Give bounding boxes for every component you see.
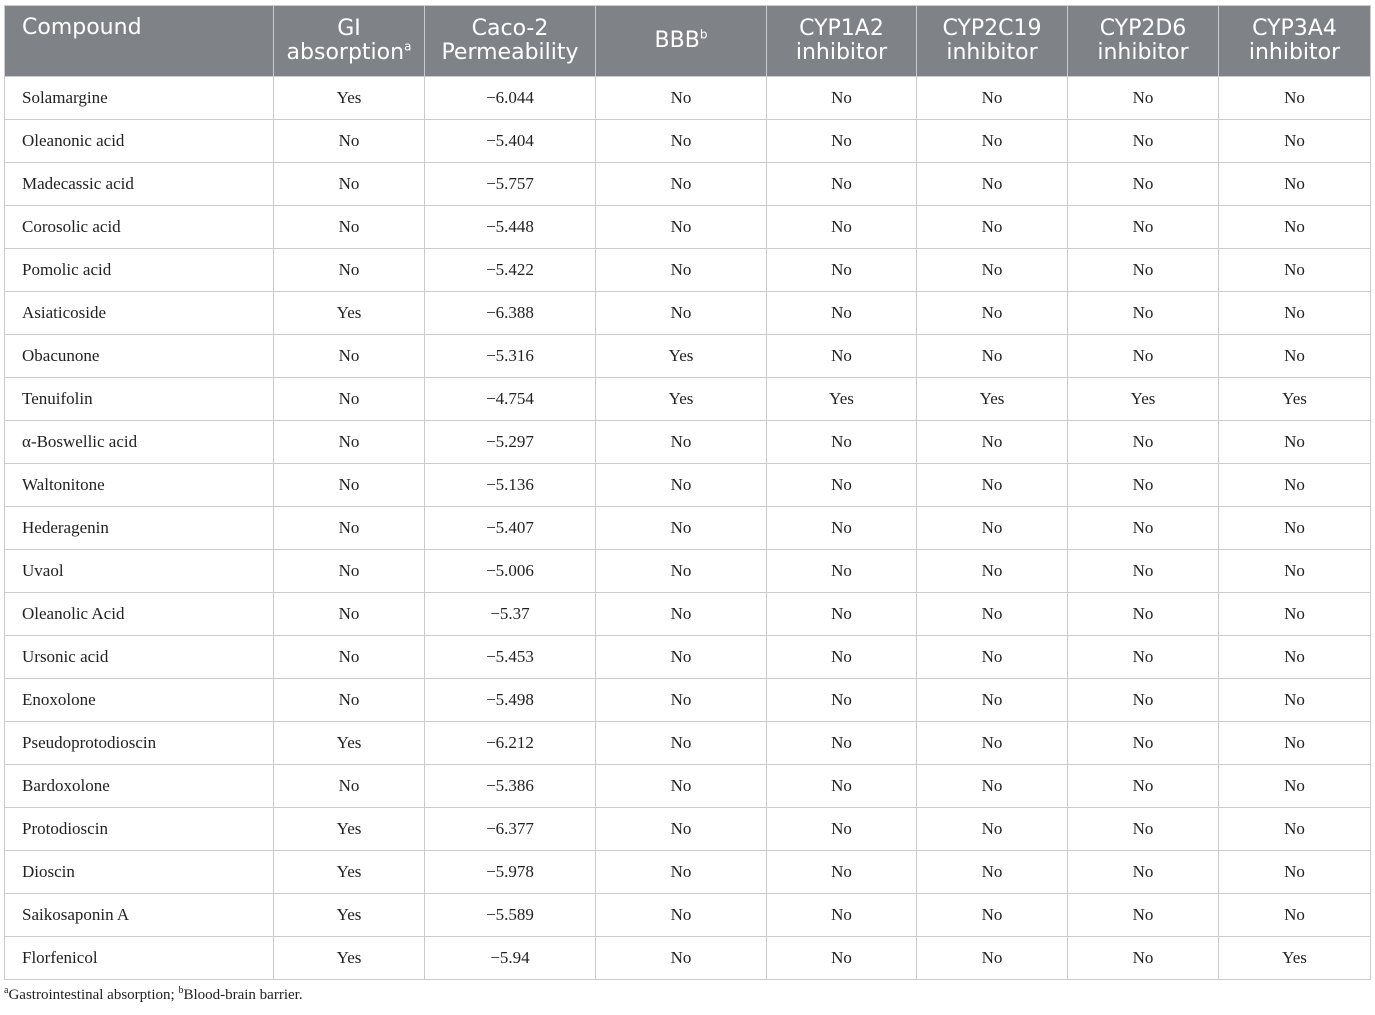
table-row: [5, 507, 1371, 550]
table-cell: No: [1068, 593, 1219, 636]
table-row: [5, 722, 1371, 765]
table-cell: No: [596, 421, 767, 464]
compound-name-cell: Bardoxolone: [5, 765, 274, 808]
table-cell: No: [274, 249, 425, 292]
column-header-label: Compound: [22, 15, 142, 40]
table-cell: Yes: [1219, 378, 1371, 421]
table-cell: Yes: [596, 378, 767, 421]
table-cell: No: [917, 292, 1068, 335]
table-cell: No: [596, 894, 767, 937]
table-cell: −6.388: [425, 292, 596, 335]
table-cell: −5.448: [425, 206, 596, 249]
table-cell: No: [274, 636, 425, 679]
table-row: [5, 206, 1371, 249]
table-cell: No: [596, 550, 767, 593]
column-header: [425, 6, 596, 77]
compound-name-cell: Solamargine: [5, 77, 274, 120]
table-cell: No: [596, 464, 767, 507]
table-cell: No: [1068, 120, 1219, 163]
table-cell: No: [1068, 679, 1219, 722]
table-cell: No: [274, 421, 425, 464]
compound-name-cell: Dioscin: [5, 851, 274, 894]
table-cell: No: [1219, 292, 1371, 335]
compound-name-cell: Corosolic acid: [5, 206, 274, 249]
footnote-text-b: Blood-brain barrier.: [183, 987, 303, 1003]
table-row: [5, 249, 1371, 292]
table-cell: −4.754: [425, 378, 596, 421]
column-header-label: CYP2D6 inhibitor: [1097, 16, 1189, 65]
table-cell: −5.386: [425, 765, 596, 808]
compound-name-cell: Oleanolic Acid: [5, 593, 274, 636]
table-footnote: [4, 987, 303, 1004]
table-cell: No: [1219, 550, 1371, 593]
table-cell: No: [917, 765, 1068, 808]
admet-table: [4, 5, 1371, 980]
table-cell: No: [1219, 120, 1371, 163]
table-cell: No: [917, 550, 1068, 593]
table-cell: No: [596, 765, 767, 808]
table-cell: No: [767, 120, 917, 163]
header-row: [5, 6, 1371, 77]
table-cell: No: [767, 421, 917, 464]
table-cell: Yes: [596, 335, 767, 378]
table-row: [5, 593, 1371, 636]
table-cell: No: [1068, 464, 1219, 507]
table-cell: Yes: [1219, 937, 1371, 980]
table-cell: Yes: [1068, 378, 1219, 421]
table-cell: No: [917, 249, 1068, 292]
table-cell: No: [1219, 507, 1371, 550]
table-cell: No: [596, 249, 767, 292]
table-cell: No: [767, 937, 917, 980]
compound-name-cell: α-Boswellic acid: [5, 421, 274, 464]
table-cell: −5.453: [425, 636, 596, 679]
compound-name-cell: Obacunone: [5, 335, 274, 378]
compound-name-cell: Madecassic acid: [5, 163, 274, 206]
table-cell: Yes: [274, 808, 425, 851]
table-cell: No: [917, 636, 1068, 679]
table-row: [5, 808, 1371, 851]
footnote-marker: a: [404, 39, 412, 54]
table-cell: −5.757: [425, 163, 596, 206]
table-cell: No: [767, 249, 917, 292]
table-cell: No: [274, 550, 425, 593]
table-cell: No: [767, 765, 917, 808]
table-cell: No: [767, 808, 917, 851]
column-header-label: GI absorption: [286, 16, 405, 65]
table-cell: No: [917, 894, 1068, 937]
table-cell: No: [1068, 550, 1219, 593]
table-row: [5, 292, 1371, 335]
table-cell: No: [1219, 77, 1371, 120]
column-header-label: Caco-2 Permeability: [441, 16, 579, 65]
table-cell: No: [596, 679, 767, 722]
table-cell: Yes: [767, 378, 917, 421]
table-cell: No: [917, 722, 1068, 765]
table-cell: No: [767, 851, 917, 894]
table-cell: No: [917, 206, 1068, 249]
table-cell: −5.589: [425, 894, 596, 937]
column-header-label: CYP1A2 inhibitor: [795, 16, 888, 65]
table-cell: No: [596, 593, 767, 636]
table-row: [5, 851, 1371, 894]
table-cell: No: [1219, 808, 1371, 851]
table-cell: No: [1219, 765, 1371, 808]
table-cell: No: [767, 77, 917, 120]
table-cell: No: [274, 378, 425, 421]
table-cell: No: [1219, 464, 1371, 507]
column-header: [1219, 6, 1371, 77]
compound-name-cell: Enoxolone: [5, 679, 274, 722]
table-cell: Yes: [274, 894, 425, 937]
table-cell: No: [274, 593, 425, 636]
table-cell: No: [917, 808, 1068, 851]
compound-name-cell: Ursonic acid: [5, 636, 274, 679]
table-cell: No: [596, 77, 767, 120]
table-cell: No: [917, 120, 1068, 163]
compound-name-cell: Asiaticoside: [5, 292, 274, 335]
table-cell: No: [1219, 335, 1371, 378]
column-header-label: CYP2C19 inhibitor: [942, 16, 1042, 65]
table-cell: No: [596, 507, 767, 550]
table-cell: No: [917, 851, 1068, 894]
table-row: [5, 335, 1371, 378]
compound-name-cell: Tenuifolin: [5, 378, 274, 421]
table-cell: −5.978: [425, 851, 596, 894]
table-cell: −6.212: [425, 722, 596, 765]
table-cell: Yes: [274, 937, 425, 980]
table-body: [5, 77, 1371, 980]
table-cell: No: [1068, 765, 1219, 808]
table-cell: No: [917, 464, 1068, 507]
table-cell: No: [767, 550, 917, 593]
table-cell: No: [274, 464, 425, 507]
column-header: [917, 6, 1068, 77]
column-header: [5, 6, 274, 77]
table-cell: No: [274, 679, 425, 722]
table-cell: −6.044: [425, 77, 596, 120]
table-cell: No: [274, 163, 425, 206]
table-cell: −5.006: [425, 550, 596, 593]
table-row: [5, 679, 1371, 722]
table-cell: No: [1219, 679, 1371, 722]
table-cell: No: [767, 636, 917, 679]
table-cell: Yes: [917, 378, 1068, 421]
compound-name-cell: Saikosaponin A: [5, 894, 274, 937]
table-cell: No: [767, 292, 917, 335]
table-cell: No: [1219, 249, 1371, 292]
table-row: [5, 636, 1371, 679]
table-cell: No: [1219, 894, 1371, 937]
column-header: [596, 6, 767, 77]
table-cell: No: [1068, 722, 1219, 765]
table-cell: No: [1068, 335, 1219, 378]
footnote-marker: b: [699, 27, 708, 42]
table-row: [5, 765, 1371, 808]
table-cell: No: [1068, 421, 1219, 464]
table-cell: −5.407: [425, 507, 596, 550]
admet-table-container: [4, 5, 1370, 980]
table-cell: No: [596, 163, 767, 206]
table-cell: No: [596, 120, 767, 163]
table-cell: −5.297: [425, 421, 596, 464]
table-cell: No: [596, 636, 767, 679]
table-row: [5, 120, 1371, 163]
table-cell: No: [1068, 77, 1219, 120]
table-cell: −5.422: [425, 249, 596, 292]
table-cell: No: [596, 206, 767, 249]
table-row: [5, 464, 1371, 507]
compound-name-cell: Florfenicol: [5, 937, 274, 980]
table-cell: No: [596, 808, 767, 851]
table-cell: Yes: [274, 292, 425, 335]
table-cell: No: [274, 765, 425, 808]
table-cell: No: [274, 335, 425, 378]
table-cell: No: [1068, 507, 1219, 550]
table-cell: No: [1068, 808, 1219, 851]
column-header: [767, 6, 917, 77]
table-cell: No: [274, 206, 425, 249]
table-cell: No: [917, 163, 1068, 206]
column-header-label: BBB: [654, 28, 700, 53]
table-cell: −5.37: [425, 593, 596, 636]
table-cell: No: [596, 851, 767, 894]
table-row: [5, 550, 1371, 593]
compound-name-cell: Pseudoprotodioscin: [5, 722, 274, 765]
compound-name-cell: Hederagenin: [5, 507, 274, 550]
table-cell: No: [274, 120, 425, 163]
footnote-mark-b: b: [178, 985, 184, 996]
table-cell: No: [596, 722, 767, 765]
table-cell: No: [1068, 292, 1219, 335]
table-cell: −5.404: [425, 120, 596, 163]
table-cell: No: [1068, 249, 1219, 292]
table-cell: No: [1068, 206, 1219, 249]
table-cell: No: [596, 292, 767, 335]
table-cell: No: [767, 335, 917, 378]
table-header: [5, 6, 1371, 77]
table-cell: No: [767, 464, 917, 507]
table-cell: −6.377: [425, 808, 596, 851]
table-cell: No: [1219, 722, 1371, 765]
table-row: [5, 163, 1371, 206]
table-cell: No: [1219, 593, 1371, 636]
table-cell: −5.94: [425, 937, 596, 980]
table-cell: No: [1219, 851, 1371, 894]
table-cell: −5.498: [425, 679, 596, 722]
table-cell: No: [767, 679, 917, 722]
table-cell: No: [1219, 421, 1371, 464]
table-cell: No: [767, 894, 917, 937]
table-cell: No: [767, 722, 917, 765]
compound-name-cell: Waltonitone: [5, 464, 274, 507]
footnote-mark-a: a: [4, 985, 9, 996]
table-cell: Yes: [274, 851, 425, 894]
column-header-label: CYP3A4 inhibitor: [1248, 16, 1341, 65]
table-cell: No: [1219, 206, 1371, 249]
table-cell: No: [917, 507, 1068, 550]
table-row: [5, 894, 1371, 937]
table-cell: No: [767, 163, 917, 206]
compound-name-cell: Oleanonic acid: [5, 120, 274, 163]
table-cell: No: [1068, 851, 1219, 894]
table-cell: No: [917, 593, 1068, 636]
table-cell: No: [1219, 636, 1371, 679]
table-cell: Yes: [274, 77, 425, 120]
table-row: [5, 937, 1371, 980]
table-cell: No: [1068, 937, 1219, 980]
table-row: [5, 378, 1371, 421]
table-cell: No: [1219, 163, 1371, 206]
table-row: [5, 77, 1371, 120]
table-cell: −5.316: [425, 335, 596, 378]
table-cell: No: [917, 421, 1068, 464]
table-cell: Yes: [274, 722, 425, 765]
table-cell: −5.136: [425, 464, 596, 507]
table-cell: No: [596, 937, 767, 980]
column-header: [1068, 6, 1219, 77]
table-cell: No: [274, 507, 425, 550]
table-cell: No: [767, 206, 917, 249]
compound-name-cell: Pomolic acid: [5, 249, 274, 292]
table-cell: No: [1068, 163, 1219, 206]
table-cell: No: [1068, 894, 1219, 937]
table-cell: No: [1068, 636, 1219, 679]
table-row: [5, 421, 1371, 464]
table-cell: No: [917, 679, 1068, 722]
column-header: [274, 6, 425, 77]
table-cell: No: [767, 507, 917, 550]
table-cell: No: [917, 77, 1068, 120]
compound-name-cell: Protodioscin: [5, 808, 274, 851]
table-cell: No: [767, 593, 917, 636]
table-cell: No: [917, 335, 1068, 378]
compound-name-cell: Uvaol: [5, 550, 274, 593]
table-cell: No: [917, 937, 1068, 980]
footnote-text-a: Gastrointestinal absorption;: [8, 987, 179, 1003]
